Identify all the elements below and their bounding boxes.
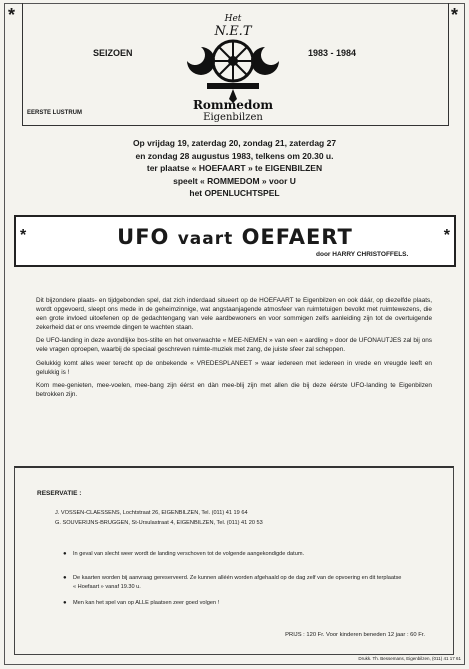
- description-paragraph: Gelukkig komt alles weer terecht op de onbekende « VREDESPLANEET » waar iedereen met iedereen in vrede en vreugde leeft en gelukkig is !: [36, 359, 432, 376]
- bullet-icon: ●: [63, 600, 67, 606]
- note-text: Men kan het spel van op ALLE plaatsen zeer goed volgen !: [73, 600, 220, 606]
- note-tickets: [63, 574, 403, 591]
- star-icon: *: [20, 227, 27, 244]
- logo-text-het: Het: [224, 14, 242, 24]
- note-view: [63, 599, 403, 608]
- season-label: SEIZOEN: [93, 48, 133, 58]
- announcement-line: ter plaatse « HOEFAART » te EIGENBILZEN: [146, 163, 323, 173]
- show-title-vaart: vaart: [177, 229, 234, 249]
- contact-line: G. SOUVERIJNS-BRUGGEN, St-Ursulastraat 4, EIGENBILZEN, Tel. (011) 41 20 53: [55, 520, 263, 526]
- price-line: PRIJS : 120 Fr. Voor kinderen beneden 12 jaar : 60 Fr.: [285, 632, 425, 638]
- description-paragraph: Kom mee-genieten, mee-voelen, mee-bang zijn éérst en dàn mee-blij zijn met allen die bij deze éérste UFO-landing te Eigenbilzen betrokken zijn.: [36, 381, 432, 398]
- description-paragraph: Dit bijzondere plaats- en tijdgebonden spel, dat zich inderdaad situeert op de HOEFAART te Eigenbilzen en ook dáár, op diezelfde plaats, wordt opgevoerd, sleept ons mede in de geheimzinnige, wat angstaanjagende atmosfeer van ruimtetuigen bevolkt met ruimtewezens, die een grote invloed uitoefenen op de gedachtengang van vele aardbewoners en voor sommigen zelfs aanleiding zijn tot de overtuigende zekerheid dat er ons vreemde dingen te wachten staan.: [36, 297, 432, 332]
- announcement-line: en zondag 28 augustus 1983, telkens om 20.30 u.: [135, 150, 334, 161]
- announcement: [0, 137, 469, 200]
- show-title-box: [14, 215, 456, 267]
- logo-text-eigenbilzen: Eigenbilzen: [203, 112, 263, 123]
- printer-credit: Drukk. Th. Bessemans, Eigenbilzen, (011) 41 17 61: [358, 656, 461, 661]
- star-icon-left: *: [8, 5, 16, 25]
- show-title-ufo: UFO: [117, 225, 170, 249]
- announcement-line: speelt « ROMMEDOM » voor U: [173, 175, 296, 186]
- note-text: In geval van slecht weer wordt de landing verschoven tot de volgende aangekondigde datum.: [73, 551, 305, 557]
- announcement-line: Op vrijdag 19, zaterdag 20, zondag 21, zaterdag 27: [132, 138, 337, 148]
- lustrum-label: EERSTE LUSTRUM: [27, 110, 83, 116]
- announcement-line: het OPENLUCHTSPEL: [189, 188, 280, 198]
- star-icon-right: *: [451, 5, 459, 25]
- show-title-oefaert: OEFAERT: [241, 225, 353, 249]
- contact-line: J. VOSSEN-CLAESSENS, Lochtstraat 26, EIGENBILZEN, Tel. (011) 41 19 64: [55, 510, 248, 516]
- show-title: [16, 225, 454, 249]
- reservation-heading: RESERVATIE :: [37, 490, 82, 497]
- author-credit: door HARRY CHRISTOFFELS.: [316, 251, 409, 258]
- note-weather: [63, 550, 403, 559]
- logo-text-net: N.E.T: [214, 24, 252, 39]
- star-icon: *: [443, 227, 450, 244]
- header-box: [22, 3, 449, 126]
- net-rommedom-logo: [173, 9, 293, 124]
- reservation-box: [14, 466, 454, 655]
- description: [36, 296, 432, 403]
- logo-text-rommedom: Rommedom: [192, 98, 274, 112]
- bullet-icon: ●: [63, 575, 67, 581]
- note-text: De kaarten worden bij aanvraag gereserveerd. Ze kunnen alléén worden afgehaald op de dag zelf van de opvoering en dit terplaatse « Hoefaart » vanaf 19.30 u.: [73, 575, 402, 590]
- description-paragraph: De UFO-landing in deze avondlijke bos-stilte en het onverwachte « MEE-NEMEN » van een « aardling » door de UFONAUTJES zal bij ons vele vragen oproepen, waarbij de speciaal geschreven ruimte-muziek met zang, de juiste sfeer zal scheppen.: [36, 337, 432, 354]
- bullet-icon: ●: [63, 551, 67, 557]
- season-years: 1983 - 1984: [308, 48, 357, 58]
